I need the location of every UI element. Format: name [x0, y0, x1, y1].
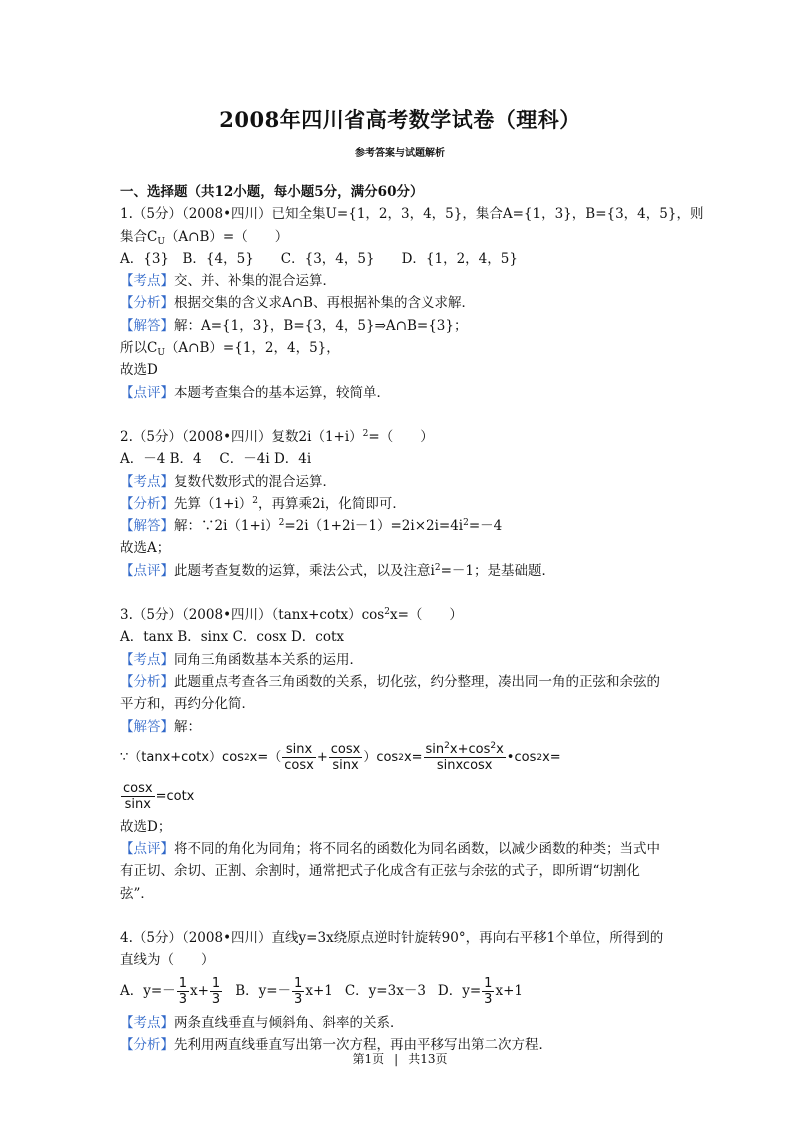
fraction-denominator: sinxcosx: [436, 758, 493, 774]
q1-jieda-text-b: （A∩B）={1，2，4，5}，: [164, 340, 340, 357]
page-footer: [0, 1050, 800, 1067]
jieda-tag: 【解答】: [120, 718, 174, 735]
q1-fenxi: [120, 292, 685, 314]
math-sup: 2: [490, 741, 497, 752]
q2-jieda-sup1: 2: [278, 518, 285, 529]
page-subtitle: 参考答案与试题解析: [355, 148, 445, 159]
q1-fenxi-text: 根据交集的含义求A∩B、再根据补集的含义求解．: [174, 295, 475, 312]
jieda-tag: 【解答】: [120, 518, 174, 535]
q4-stem-line2: 直线为（ ）: [120, 952, 215, 969]
q4-kaodian: [120, 1012, 685, 1034]
q3-stem-sup: 2: [384, 607, 390, 618]
q1-jieda-text-a: 所以C: [120, 340, 158, 357]
q2-fenxi-a: 先算（1+i）: [174, 495, 253, 512]
question-3: [120, 604, 685, 905]
fraction-numerator: cosx: [123, 781, 153, 797]
q3-stem-b: x=（ ）: [389, 607, 463, 624]
q1-kaodian: [120, 270, 685, 292]
spacer: [120, 582, 685, 604]
math-text: B．y=－: [235, 983, 292, 1000]
fenxi-tag: 【分析】: [120, 295, 174, 312]
q1-jieda-line2: [120, 337, 685, 359]
math-text: +: [316, 749, 328, 765]
kaodian-tag: 【考点】: [120, 473, 174, 490]
fraction-denominator: sinx: [124, 797, 151, 813]
q3-math-line2: [120, 778, 685, 816]
q3-fenxi: [120, 671, 685, 693]
q2-dianping-a: 此题考查复数的运算，乘法公式，以及注意i: [174, 562, 435, 579]
fraction-denominator: 3: [178, 992, 187, 1008]
q4-kaodian-text: 两条直线垂直与倾斜角、斜率的关系．: [174, 1014, 404, 1031]
q1-options: A．{3} B．{4，5} C．{3，4，5} D．{1，2，4，5}: [120, 250, 518, 267]
fraction-denominator: sinx: [332, 758, 359, 774]
fraction-cos-over-sin: [121, 781, 155, 812]
question-2: [120, 426, 685, 582]
math-text: =cotx: [155, 788, 195, 804]
q3-kaodian: [120, 649, 685, 671]
dianping-tag: 【点评】: [120, 841, 174, 858]
section-heading: 一、选择题（共12小题，每小题5分，满分60分）: [120, 184, 424, 200]
math-text: x=（: [249, 749, 282, 765]
q2-kaodian: [120, 471, 685, 493]
q4-option-b: [235, 976, 333, 1007]
kaodian-tag: 【考点】: [120, 651, 174, 668]
math-text: x: [496, 742, 504, 758]
q1-stem-text-b: （A∩B）=（ ）: [164, 228, 289, 245]
fraction-cos-over-sin: [329, 742, 363, 773]
fraction-numerator: 1: [294, 976, 303, 992]
fraction-one-third: [177, 976, 189, 1007]
math-text: D．y=: [437, 983, 482, 1000]
math-text: A．y=－: [120, 983, 176, 1000]
page-title: 2008年四川省高考数学试卷（理科）: [219, 107, 581, 132]
q4-option-c: C．y=3x－3: [344, 983, 426, 1000]
q1-jieda-sub: U: [157, 348, 165, 359]
kaodian-tag: 【考点】: [120, 273, 174, 290]
jieda-tag: 【解答】: [120, 317, 174, 334]
fraction-numerator: 1: [484, 976, 493, 992]
fenxi-tag: 【分析】: [120, 495, 174, 512]
math-text: x+cos: [449, 742, 491, 758]
math-text: ）cos: [363, 749, 399, 765]
spacer: [120, 404, 685, 426]
q3-dianping-text1: 将不同的角化为同角；将不同名的函数化为同名函数，以减少函数的种类；当式中: [174, 841, 660, 858]
fenxi-tag: 【分析】: [120, 1036, 174, 1053]
question-4: [120, 927, 685, 1056]
math-text: x=: [542, 749, 561, 765]
q3-math-line1: ∵（tanx+cotx）cos 2 x=（ $\frac{\sin x}{\cos x}$ + $\frac{\cos x}{\sin x}$ ）cos 2 x= $\frac{\sin^2x+\cos^2x}{\text{sinxcosx}}$ •cos 2 x=: [120, 741, 561, 774]
q2-kaodian-text: 复数代数形式的混合运算．: [174, 473, 336, 490]
question-1: [120, 203, 704, 404]
math-text: •cos: [506, 749, 537, 765]
q1-jieda-text: 解：A={1，3}，B={3，4，5}⇒A∩B={3}；: [174, 317, 468, 334]
q3-kaodian-text: 同角三角函数基本关系的运用．: [174, 651, 363, 668]
q2-dianping-sup: 2: [434, 562, 441, 573]
q2-select: 故选A；: [120, 540, 171, 557]
q1-dianping: [120, 382, 685, 404]
math-text: x=: [403, 749, 423, 765]
q4-fenxi-text: 先利用两直线垂直写出第一次方程，再由平移写出第二次方程．: [174, 1036, 552, 1053]
dianping-tag: 【点评】: [120, 562, 174, 579]
q3-fenxi-line2: 平方和，再约分化简．: [120, 696, 255, 713]
q1-stem-line1: 1.（5分）（2008•四川）已知全集U={1，2，3，4，5}，集合A={1，3}，B={3，4，5}，则: [120, 206, 704, 223]
q2-fenxi-b: ，再算乘2i，化简即可．: [257, 495, 406, 512]
q1-kaodian-text: 交、并、补集的混合运算．: [174, 273, 336, 290]
q3-select: 故选D；: [120, 818, 172, 835]
q3-dianping-line3: 弦”．: [120, 885, 154, 902]
q2-stem-a: 2.（5分）（2008•四川）复数2i（1+i）: [120, 428, 363, 445]
q3-options: A．tanx B．sinx C．cosx D．cotx: [120, 629, 344, 646]
fraction-one-third: [210, 976, 222, 1007]
q2-jieda-c: =－4: [468, 518, 503, 535]
q2-fenxi-sup: 2: [252, 495, 258, 506]
fraction-one-third: [482, 976, 494, 1007]
fraction-denominator: cosx: [284, 758, 314, 774]
q4-option-a: [120, 976, 223, 1007]
math-text: x+1: [495, 983, 523, 1000]
math-text: sin: [425, 742, 445, 758]
q4-stem-line1: 4.（5分）（2008•四川）直线y=3x绕原点逆时针旋转90°，再向右平移1个单位，所得到的: [120, 930, 664, 947]
q2-options: A．－4 B．4 C．－4i D．4i: [120, 451, 312, 468]
fraction-numerator: cosx: [330, 742, 361, 758]
fraction-sum-over-product: [424, 742, 506, 773]
math-text: ∵（tanx+cotx）cos: [120, 749, 244, 765]
q2-dianping-b: =－1；是基础题．: [440, 562, 555, 579]
math-text: x+1: [305, 983, 333, 1000]
footer-separator: |: [394, 1052, 399, 1066]
fraction-denominator: 3: [294, 992, 303, 1008]
q1-stem-text: 集合C: [120, 228, 158, 245]
q2-stem-sup: 2: [362, 428, 369, 439]
q2-jieda: [120, 515, 685, 537]
fraction-numerator: sinx: [282, 742, 316, 758]
q3-stem: [120, 604, 685, 626]
fraction-numerator: [424, 742, 506, 758]
q2-stem: [120, 426, 685, 448]
q1-jieda: [120, 315, 685, 337]
fraction-numerator: 1: [211, 976, 221, 992]
math-text: x+: [189, 983, 209, 1000]
kaodian-tag: 【考点】: [120, 1014, 174, 1031]
q3-fenxi-text1: 此题重点考查各三角函数的关系，切化弦，约分整理，凑出同一角的正弦和余弦的: [174, 673, 660, 690]
q2-dianping: [120, 560, 685, 582]
fraction-sin-over-cos: [282, 742, 316, 773]
q3-jieda-text: 解：: [174, 718, 201, 735]
fraction-numerator: 1: [178, 976, 187, 992]
document-body: [120, 181, 704, 1056]
q4-option-d: [438, 976, 523, 1007]
fraction-denominator: 3: [211, 992, 221, 1008]
q1-select: 故选D: [120, 362, 158, 379]
fraction-denominator: 3: [484, 992, 493, 1008]
page-total: 共13页: [408, 1052, 448, 1066]
fenxi-tag: 【分析】: [120, 673, 174, 690]
q2-jieda-a: 解：∵2i（1+i）: [174, 518, 279, 535]
math-sup: 2: [444, 741, 450, 752]
q2-jieda-b: =2i（1+2i－1）=2i×2i=4i: [284, 518, 464, 535]
q1-dianping-text: 本题考查集合的基本运算，较简单．: [174, 384, 390, 401]
q3-stem-a: 3.（5分）（2008•四川）（tanx+cotx）cos: [120, 607, 385, 624]
spacer: [120, 905, 685, 927]
dianping-tag: 【点评】: [120, 384, 174, 401]
fraction-one-third: [292, 976, 304, 1007]
q3-jieda: [120, 716, 685, 738]
q1-stem-line2: [120, 226, 685, 248]
page-number: 第1页: [352, 1052, 385, 1066]
q2-fenxi: [120, 493, 685, 515]
q1-stem-sub: U: [157, 236, 165, 247]
q3-dianping-line2: 有正切、余切、正割、余割时，通常把式子化成含有正弦与余弦的式子，即所谓“切割化: [120, 863, 640, 880]
q4-options: [120, 972, 685, 1012]
q2-stem-b: =（ ）: [368, 428, 434, 445]
q2-jieda-sup2: 2: [463, 518, 469, 529]
q3-dianping: [120, 838, 685, 860]
